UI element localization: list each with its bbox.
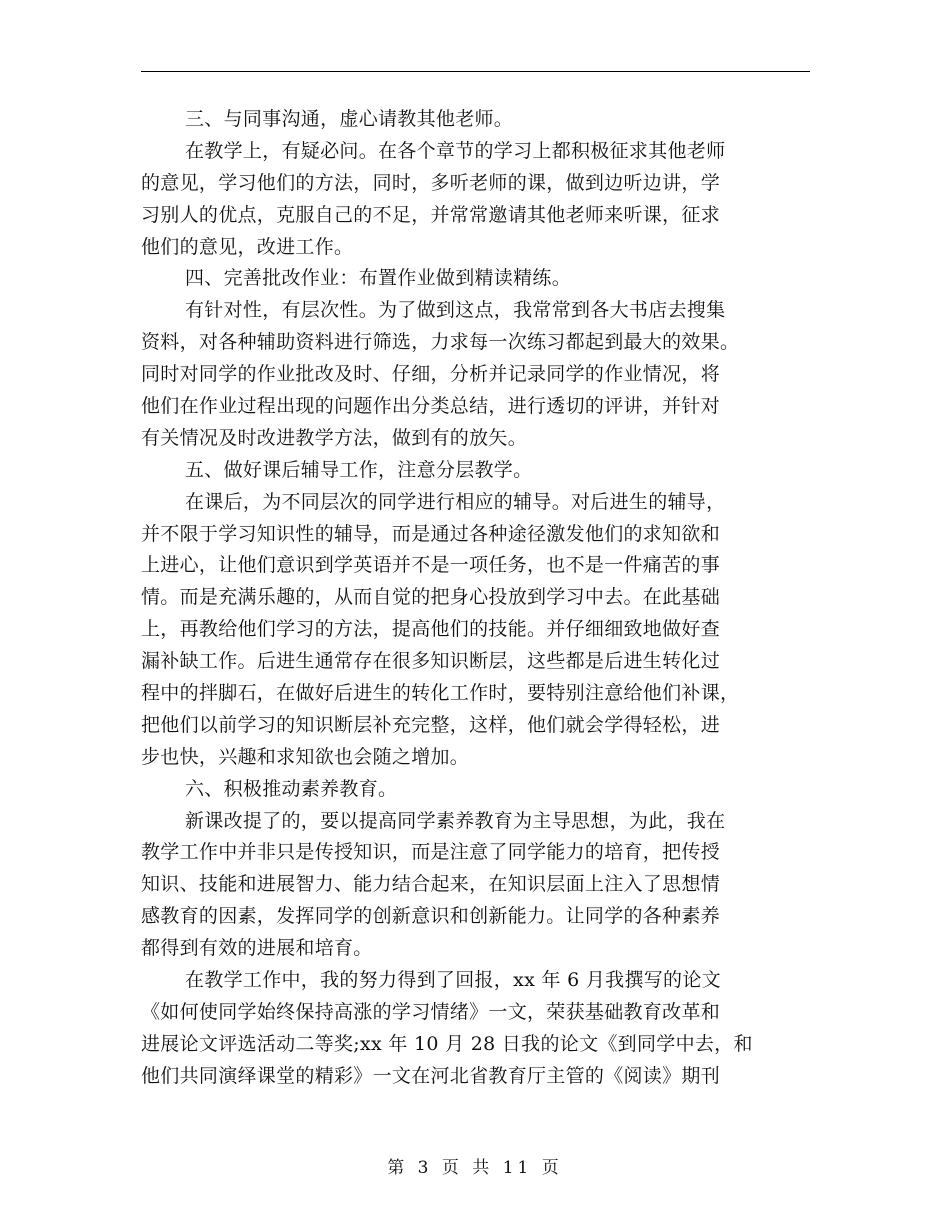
text-line: 情。而是充满乐趣的，从而自觉的把身心投放到学习中去。在此基础 (141, 586, 721, 609)
text-line: 六、积极推动素养教育。 (185, 777, 398, 800)
text-line: 程中的拌脚石，在做好后进生的转化工作时，要特别注意给他们补课， (141, 682, 740, 705)
text-line: 步也快，兴趣和求知欲也会随之增加。 (141, 745, 470, 768)
text-line: 在课后，为不同层次的同学进行相应的辅导。对后进生的辅导， (185, 490, 726, 513)
text-line: 同时对同学的作业批改及时、仔细，分析并记录同学的作业情况，将 (141, 363, 721, 386)
text-line: 的意见，学习他们的方法，同时，多听老师的课，做到边听边讲，学 (141, 171, 721, 194)
text-line: 新课改提了的，要以提高同学素养教育为主导思想，为此，我在 (185, 809, 726, 832)
page-footer: 第 3 页 共 11 页 (387, 1158, 563, 1178)
text-line: 知识、技能和进展智力、能力结合起来，在知识层面上注入了思想情 (141, 873, 721, 896)
text-line: 都得到有效的进展和培育。 (141, 937, 373, 960)
text-line: 有针对性，有层次性。为了做到这点，我常常到各大书店去搜集 (185, 299, 726, 322)
text-line: 他们在作业过程出现的问题作出分类总结，进行透切的评讲，并针对 (141, 395, 721, 418)
header-rule (141, 71, 810, 72)
text-line: 漏补缺工作。后进生通常存在很多知识断层，这些都是后进生转化过 (141, 650, 721, 673)
text-line: 资料，对各种辅助资料进行筛选，力求每一次练习都起到最大的效果。 (141, 331, 740, 354)
document-body (141, 104, 821, 1093)
text-line: 他们的意见，改进工作。 (141, 235, 354, 258)
text-line: 进展论文评选活动二等奖;xx 年 10 月 28 日我的论文《到同学中去，和 (141, 1032, 753, 1055)
text-line: 上，再教给他们学习的方法，提高他们的技能。并仔细细致地做好查 (141, 618, 721, 641)
text-line: 有关情况及时改进教学方法，做到有的放矢。 (141, 426, 528, 449)
text-line: 三、与同事沟通，虚心请教其他老师。 (185, 108, 514, 130)
text-line: 《如何使同学始终保持高涨的学习情绪》一文，荣获基础教育改革和 (141, 1000, 721, 1023)
text-line: 在教学工作中，我的努力得到了回报，xx 年 6 月我撰写的论文 (185, 969, 721, 992)
text-line: 他们共同演绎课堂的精彩》一文在河北省教育厅主管的《阅读》期刊 (141, 1064, 721, 1087)
text-line: 五、做好课后辅导工作，注意分层教学。 (185, 458, 533, 481)
text-line: 感教育的因素，发挥同学的创新意识和创新能力。让同学的各种素养 (141, 905, 721, 928)
text-line: 习别人的优点，克服自己的不足，并常常邀请其他老师来听课，征求 (141, 203, 721, 226)
text-line: 并不限于学习知识性的辅导，而是通过各种途径激发他们的求知欲和 (141, 522, 721, 545)
text-line: 把他们以前学习的知识断层补充完整，这样，他们就会学得轻松，进 (141, 713, 721, 736)
text-line: 上进心，让他们意识到学英语并不是一项任务，也不是一件痛苦的事 (141, 554, 721, 577)
text-line: 在教学上，有疑必问。在各个章节的学习上都积极征求其他老师 (185, 139, 726, 162)
text-line: 教学工作中并非只是传授知识，而是注意了同学能力的培育，把传授 (141, 841, 721, 864)
text-line: 四、完善批改作业：布置作业做到精读精练。 (185, 267, 572, 290)
